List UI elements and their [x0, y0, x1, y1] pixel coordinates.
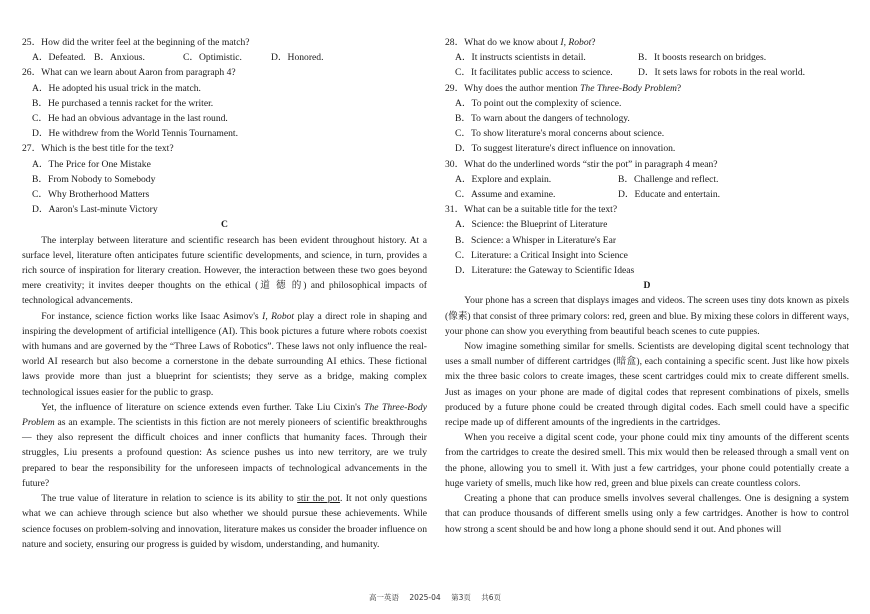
passage-c-paragraph-1: The interplay between literature and scientific research has been evident throughout history. At a surface level, literature often anticipates future scientific developments, and science, in turn, provides a rich source of inspiration for literary creation. However, the interaction between these two goes beyond mere creativity; it invites deeper thoughts on the ethical (道 德 的) and philosophical impacts of technological advancements. — [22, 234, 427, 307]
question-25-options — [22, 50, 427, 65]
passage-d-paragraph-2: Now imagine something similar for smells. Scientists are developing digital scent technology that uses a small number of different cartridges (暗盒), each containing a specific scent. Just like how pixels mix the three basic colors to create images, these scent cartridges could mix to create different smells. Just as images on your phone are made of digital codes that represent combinations of pixels, smells produced by a future phone could be created through digital codes. Each smell could have a specific recipe made up of different amounts of the ingredients in the cartridges. — [445, 341, 849, 429]
q28-option-c: C．It facilitates public access to science. — [455, 67, 613, 79]
q31-option-b: B．Science: a Whisper in Literature's Ear — [455, 234, 617, 246]
section-d-heading: D — [643, 280, 651, 292]
q25-option-c: C．Optimistic. — [183, 52, 242, 64]
question-30-options-row-2 — [445, 187, 849, 202]
q31-option-d: D．Literature: the Gateway to Scientific Ideas — [455, 265, 635, 277]
q29-option-c: C．To show literature's moral concerns about science. — [455, 128, 665, 140]
passage-d-paragraph-1: Your phone has a screen that displays images and videos. The screen uses tiny dots known as pixels (像素) that consist of three primary colors: red, green and blue. By mixing these colors in different ways, your phone can show you everything from beautiful beach scenes to cute puppies. — [445, 295, 849, 337]
q28-option-b: B．It boosts research on bridges. — [638, 52, 767, 64]
q25-option-a: A．Defeated. — [32, 52, 86, 64]
question-25-stem: 25．How did the writer feel at the beginning of the match? — [22, 37, 250, 48]
footer-page-number: 第3页 — [451, 593, 471, 602]
question-26-stem: 26．What can we learn about Aaron from paragraph 4? — [22, 67, 236, 79]
passage-c-paragraph-3: Yet, the influence of literature on science extends even further. Take Liu Cixin's The Three-Body Problem as an example. The scientists in this fiction are not merely pioneers of scientific breakthroughs — they also represent the difficult choices and inner conflicts that humanity faces. Through their struggles, Liu presents a profound question: As science pushes us into new territory, are we truly prepared to bear the responsibility for the unforeseen impacts of technological advancements in the future? — [22, 401, 427, 489]
question-30-stem: 30．What do the underlined words “stir the pot” in paragraph 4 mean? — [445, 158, 718, 170]
q26-option-d: D．He withdrew from the World Tennis Tournament. — [32, 128, 238, 140]
q31-option-a: A．Science: the Blueprint of Literature — [455, 219, 608, 231]
q30-option-d: D．Educate and entertain. — [618, 189, 721, 201]
q28-option-a: A．It instructs scientists in detail. — [455, 52, 586, 64]
q25-option-d: D．Honored. — [271, 52, 324, 64]
q30-option-b: B．Challenge and reflect. — [618, 173, 719, 185]
q28-option-d: D．It sets laws for robots in the real world. — [638, 67, 806, 79]
q27-option-d: D．Aaron's Last-minute Victory — [32, 204, 158, 216]
q29-option-a: A．To point out the complexity of science. — [455, 97, 622, 109]
right-column — [445, 35, 849, 537]
question-28-options-row-1 — [445, 50, 849, 65]
q29-option-d: D．To suggest literature's direct influence on innovation. — [455, 143, 676, 155]
q27-option-b: B．From Nobody to Somebody — [32, 173, 156, 185]
q26-option-c: C．He had an obvious advantage in the last round. — [32, 113, 228, 125]
q31-option-c: C．Literature: a Critical Insight into Science — [455, 249, 628, 261]
q29-option-b: B．To warn about the dangers of technology. — [455, 113, 630, 125]
question-29-stem: 29．Why does the author mention The Three-Body Problem? — [445, 82, 682, 94]
page-footer — [0, 590, 870, 605]
title-three-body-problem: The Three-Body Problem — [22, 401, 427, 429]
question-31-stem: 31．What can be a suitable title for the text? — [445, 204, 618, 216]
passage-d-paragraph-4: Creating a phone that can produce smells involves several challenges. One is designing a system that can produce thousands of different smells using only a few cartridges. Another is how to control how strong a scent should be and how long a phone should send it out. And phones will — [445, 493, 849, 535]
question-30-options-row-1 — [445, 172, 849, 187]
q27-option-c: C．Why Brotherhood Matters — [32, 189, 150, 201]
q25-option-b: B．Anxious. — [94, 52, 145, 64]
q30-option-c: C．Assume and examine. — [455, 189, 556, 201]
question-28-stem: 28．What do we know about I, Robot? — [445, 37, 596, 48]
passage-c-paragraph-2: For instance, science fiction works like Isaac Asimov's I, Robot play a direct role in shaping and inspiring the development of artificial intelligence (AI). This book pictures a future where robots coexist with humans and are governed by the “Three Laws of Robotics”. These laws not only influence the real-world AI research but also become a cornerstone in the debate surrounding AI ethics. These fictional laws provide more than just a blueprint for scientists; they serve as a bridge, making complex technological issues easier for the public to grasp. — [22, 310, 427, 398]
underlined-stir-the-pot: stir the pot — [297, 493, 340, 505]
q27-option-a: A．The Price for One Mistake — [32, 158, 151, 170]
question-28-options-row-2 — [445, 65, 849, 80]
section-c-heading: C — [221, 219, 228, 231]
question-27-stem: 27．Which is the best title for the text? — [22, 143, 174, 155]
left-column — [22, 35, 427, 552]
q26-option-a: A．He adopted his usual trick in the match. — [32, 82, 201, 94]
q26-option-b: B．He purchased a tennis racket for the writer. — [32, 97, 214, 109]
footer-date: 2025-04 — [409, 593, 441, 602]
passage-c-paragraph-4: The true value of literature in relation to science is its ability to stir the pot. It not only questions what we can achieve through science but also whether we should pursue these achievements. While science focuses on problem-solving and innovation, literature makes us consider the broader influence on nature and society, ensuring our progress is guided by wisdom, understanding, and humanity. — [22, 493, 428, 550]
title-i-robot: I, Robot — [262, 310, 295, 322]
passage-d-paragraph-3: When you receive a digital scent code, your phone could mix tiny amounts of the different scents from the cartridges to create the desired smell. This mix would then be released through a small vent on the phone, allowing you to smell it. With just a few cartridges, your phone could potentially create a huge variety of smells, much like how red, green and blue pixels can create countless colors. — [445, 432, 849, 489]
q30-option-a: A．Explore and explain. — [455, 173, 552, 185]
footer-total-pages: 共6页 — [481, 593, 502, 602]
footer-subject: 高一英语 — [368, 593, 399, 602]
